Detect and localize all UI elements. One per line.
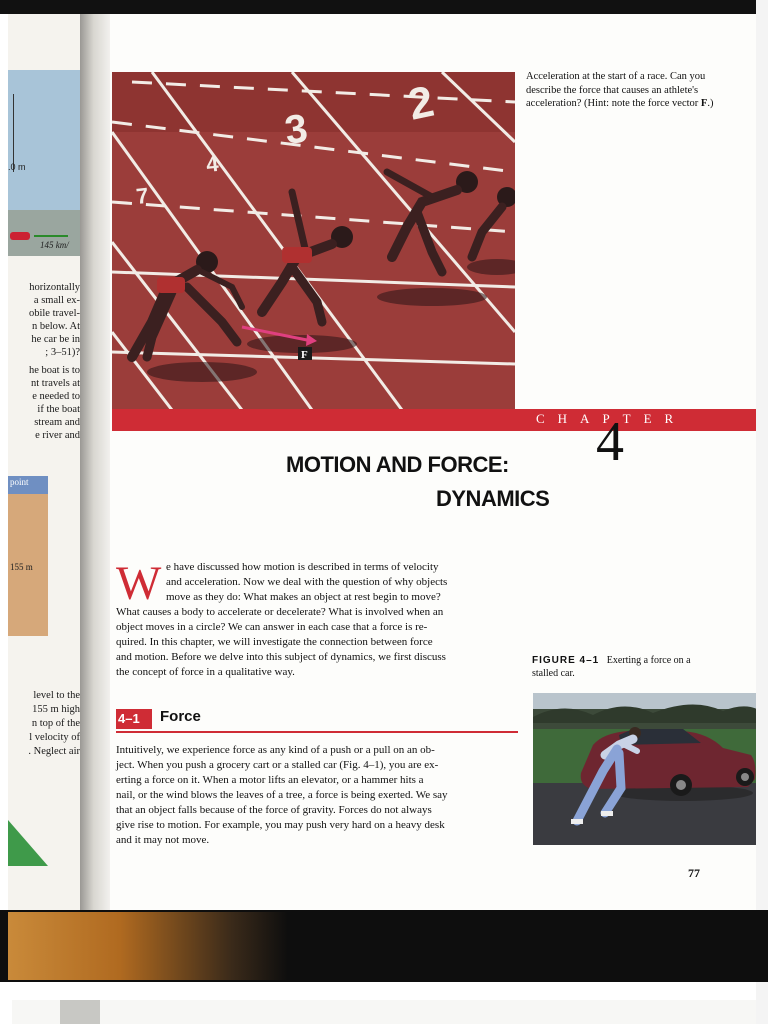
caption-text: Acceleration at the start of a race. Can you describe the force that causes an athlete's acceleration? (Hint: note the force vector [526,71,706,109]
race-photo-caption [526,70,716,111]
book-gutter-shadow [80,14,110,910]
figure-caption-text: Exerting a force on a stalled car. [532,655,691,679]
body-line: erting a force on it. When a motor lifts an elevator, or a hammer hits a [116,774,424,786]
left-diagram-height-line [13,94,14,172]
force-vector-label: F [301,349,308,361]
left-diagram-speed-label: 145 km/ [40,240,69,250]
left-text-line: a small ex- [33,295,80,306]
left-text-line: obile travel- [28,308,80,319]
page-number: 77 [688,866,700,880]
stalled-car-photo [533,693,757,845]
scan-right-margin [756,0,768,1024]
left-diagram-cliff [8,476,48,636]
left-text-line: level to the [33,690,80,701]
left-diagram-cliff-height: 155 m [10,562,33,572]
intro-line: e have discussed how motion is described in terms of velocity [166,561,439,573]
intro-line: and acceleration. Now we deal with the question of why objects [166,576,448,588]
lane-number: 3 [282,106,311,153]
lane-number: 7 [134,182,150,209]
left-text-line: 155 m high [32,704,80,715]
intro-line: quired. In this chapter, we will investigate the connection between force [116,636,433,648]
body-line: and it may not move. [116,834,210,846]
previous-page [8,14,82,910]
figure-label: FIGURE 4–1 [532,655,600,666]
left-text-line: if the boat [37,404,80,415]
left-diagram-car [10,232,30,240]
next-page-edge [12,1000,756,1024]
drop-cap: W [116,557,162,610]
body-line: that an object falls because of the force of gravity. Forces do not always [116,804,432,816]
body-line: nail, or the wind blows the leaves of a tree, a force is being exerted. We say [116,789,448,801]
book-edge-color [8,912,288,980]
intro-line: move as they do: What makes an object at rest begin to move? [166,591,441,603]
section-number: 4–1 [118,711,140,726]
lane-number: 2 [403,76,439,130]
next-page-gutter [60,1000,100,1024]
left-diagram-velocity-arrow [34,235,68,237]
intro-line: and motion. Before we delve into this subject of dynamics, we first discuss [116,651,446,663]
chapter-label: CHAPTER [536,411,687,426]
race-start-photo [112,72,515,410]
left-text-line: ; 3–51)? [45,347,80,358]
left-text-line: n below. At [31,321,80,332]
left-diagram-point-label: point [10,477,29,487]
chapter-title-line-2: DYNAMICS [436,486,550,511]
body-line: give rise to motion. For example, you may push very hard on a heavy desk [116,819,445,831]
left-text-line: e needed to [32,391,80,402]
left-text-line: . Neglect air [28,746,80,757]
scan-top-border [0,0,768,14]
body-line: ject. When you push a grocery cart or a stalled car (Fig. 4–1), you are ex- [116,759,439,771]
left-text-line: e river and [35,430,80,441]
left-text-line: nt travels at [31,378,80,389]
caption-end: .) [707,98,714,109]
left-text-line: he car be in [31,334,80,345]
section-rule [116,731,518,733]
intro-line: What causes a body to accelerate or decelerate? What is involved when an [116,606,444,618]
caption-force-symbol: F [700,98,708,109]
left-text-line: l velocity of [29,732,80,743]
body-line: Intuitively, we experience force as any kind of a push or a pull on an ob- [116,744,435,756]
chapter-title-line-1: MOTION AND FORCE: [286,452,509,477]
left-text-line: he boat is to [28,365,80,376]
section-title: Force [160,708,201,725]
left-text-line: stream and [34,417,80,428]
left-text-line: n top of the [31,718,80,729]
left-diagram-green-shape [8,820,48,866]
intro-line: object moves in a circle? We can answer in each case that a force is re- [116,621,428,633]
left-diagram-height-label: .0 m [8,162,26,172]
intro-line: the concept of force in a qualitative way. [116,666,295,678]
left-text-line: horizontally [29,282,80,293]
lane-number: 4 [204,150,220,177]
chapter-number: 4 [596,411,624,473]
figure-caption [532,654,702,680]
